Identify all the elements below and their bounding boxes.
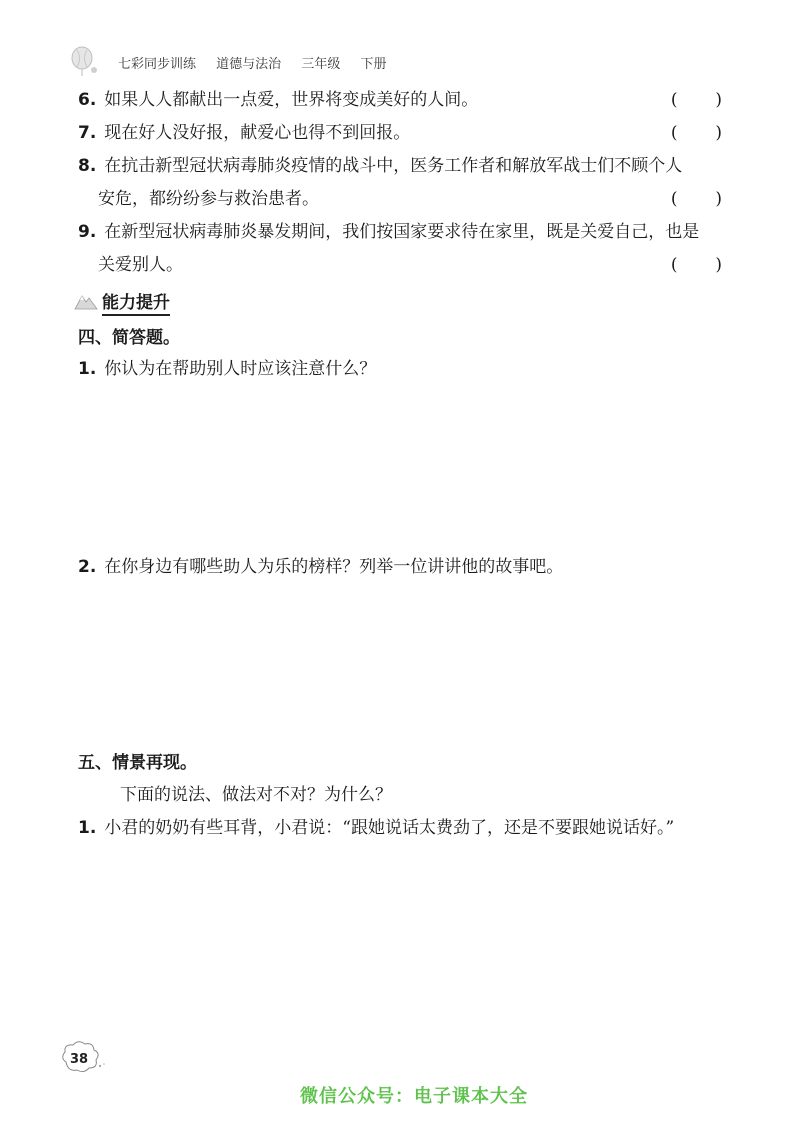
mountain-icon	[74, 290, 98, 310]
question-number: 9.	[78, 222, 97, 242]
question-text: 在新型冠状病毒肺炎暴发期间，我们按国家要求待在家里，既是关爱自己，也是	[104, 222, 700, 242]
question-number: 7.	[78, 123, 97, 143]
question-number: 8.	[78, 156, 97, 176]
answer-parentheses[interactable]: ( )	[670, 255, 722, 275]
question-text: 在抗击新型冠状病毒肺炎疫情的战斗中，医务工作者和解放军战士们不顾个人	[104, 156, 683, 176]
header-volume: 下册	[360, 57, 387, 72]
question-number: 2.	[78, 557, 97, 577]
section-4-question-1	[78, 358, 376, 380]
section-5-question-1	[78, 817, 674, 839]
header-series: 七彩同步训练	[118, 57, 197, 72]
question-number: 1.	[78, 818, 97, 838]
question-text: 在你身边有哪些助人为乐的榜样？列举一位讲讲他的故事吧。	[104, 557, 564, 577]
section-5-intro: 下面的说法、做法对不对？为什么？	[120, 785, 392, 805]
question-text-continued: 关爱别人。	[98, 255, 183, 275]
answer-parentheses[interactable]: ( )	[670, 123, 722, 143]
page-number: 38	[70, 1052, 89, 1067]
section-5-title: 五、情景再现。	[78, 753, 197, 773]
question-number: 1.	[78, 359, 97, 379]
question-6	[78, 89, 478, 111]
question-number: 6.	[78, 90, 97, 110]
answer-parentheses[interactable]: ( )	[670, 189, 722, 209]
question-text: 如果人人都献出一点爱，世界将变成美好的人间。	[104, 90, 479, 110]
question-9	[78, 221, 699, 243]
answer-parentheses[interactable]: ( )	[670, 90, 722, 110]
question-text: 现在好人没好报，献爱心也得不到回报。	[104, 123, 411, 143]
question-7	[78, 122, 410, 144]
question-8	[78, 155, 682, 177]
question-text-continued: 安危，都纷纷参与救治患者。	[98, 189, 319, 209]
ability-heading	[74, 288, 254, 314]
watermark-text: 微信公众号：电子课本大全	[300, 1086, 528, 1107]
header-text	[118, 53, 402, 72]
section-4-question-2	[78, 556, 563, 578]
question-text: 你认为在帮助别人时应该注意什么？	[104, 359, 377, 379]
section-4-title: 四、简答题。	[78, 328, 180, 348]
page-header	[70, 46, 570, 78]
header-grade: 三年级	[301, 57, 341, 72]
balloon-logo-icon	[70, 46, 100, 78]
question-text: 小君的奶奶有些耳背，小君说：“跟她说话太费劲了，还是不要跟她说话好。”	[104, 818, 675, 838]
header-subject: 道德与法治	[216, 57, 282, 72]
ability-label: 能力提升	[102, 288, 170, 316]
